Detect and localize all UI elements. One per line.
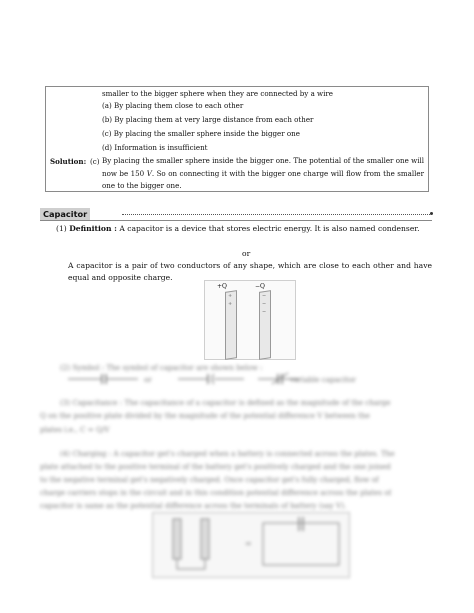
charging-line: to the negative terminal get's negatively charged. Once capacitor get's fully charged, flow of xyxy=(40,475,379,484)
charging-line: plate attached to the positive terminal of the battery get's positively charged and the one joined xyxy=(40,462,391,471)
plus-q-label: +Q xyxy=(217,283,227,290)
solution-unit: V xyxy=(146,168,152,178)
minus-q-label: −Q xyxy=(255,283,265,290)
equals-sign: = xyxy=(245,539,252,548)
definition-label: Definition : xyxy=(69,224,117,233)
charging-line: capacitor is same as the potential difference across the terminals of battery (say V). xyxy=(40,501,347,510)
question-continuation: smaller to the bigger sphere when they are connected by a wire xyxy=(102,89,333,98)
solution-text: By placing the smaller sphere inside the bigger one. The potential of the smaller one will now be 150 V. So on connecting it with the bigger one charge will flow from the smaller one to the bigger one. xyxy=(102,156,424,190)
symbol-line: (2) Symbol : The symbol of capacitor are shown below : xyxy=(60,363,263,372)
solution-label: Solution: xyxy=(50,157,87,166)
symbol-or: or xyxy=(144,375,152,384)
capacitor-plates-figure xyxy=(204,280,296,360)
charging-figure xyxy=(152,512,350,578)
definition-paragraph: (1) Definition : A capacitor is a device that stores electric energy. It is also named condenser. xyxy=(56,224,420,233)
minus-sign: − xyxy=(262,301,267,307)
section-divider xyxy=(122,214,430,215)
alt-definition: A capacitor is a pair of two conductors of any shape, which are close to each other and have equal and opposite charge. xyxy=(68,261,432,282)
minus-sign: − xyxy=(262,293,267,299)
solution-option: (c) xyxy=(90,157,100,166)
capacitance-line: Q on the positive plate divided by the magnitude of the potential difference V between the xyxy=(40,411,370,420)
divider-dot xyxy=(430,212,433,215)
plus-sign: + xyxy=(228,293,233,299)
variable-capacitor-label: variable capacitor xyxy=(290,375,356,384)
section-title: Capacitor xyxy=(40,208,90,220)
capacitance-line: (3) Capacitance : The capacitance of a capacitor is defined as the magnitude of the charge xyxy=(60,398,391,407)
capacitance-line: plates i.e., C = Q/V xyxy=(40,425,110,434)
option-c: (c) By placing the smaller sphere inside the bigger one xyxy=(102,129,300,138)
plus-sign: + xyxy=(228,301,233,307)
section-underline xyxy=(40,220,432,221)
minus-sign: − xyxy=(262,309,267,315)
option-b: (b) By placing them at very large distance from each other xyxy=(102,115,314,124)
or-separator: or xyxy=(242,249,251,258)
option-a: (a) By placing them close to each other xyxy=(102,101,244,110)
option-d: (d) Information is insufficient xyxy=(102,143,208,152)
charging-line: (4) Charging : A capacitor get's charged when a battery is connected across the plates. The xyxy=(60,449,395,458)
charging-line: charge carriers stops in the circuit and in this condition potential difference across the plates of xyxy=(40,488,392,497)
